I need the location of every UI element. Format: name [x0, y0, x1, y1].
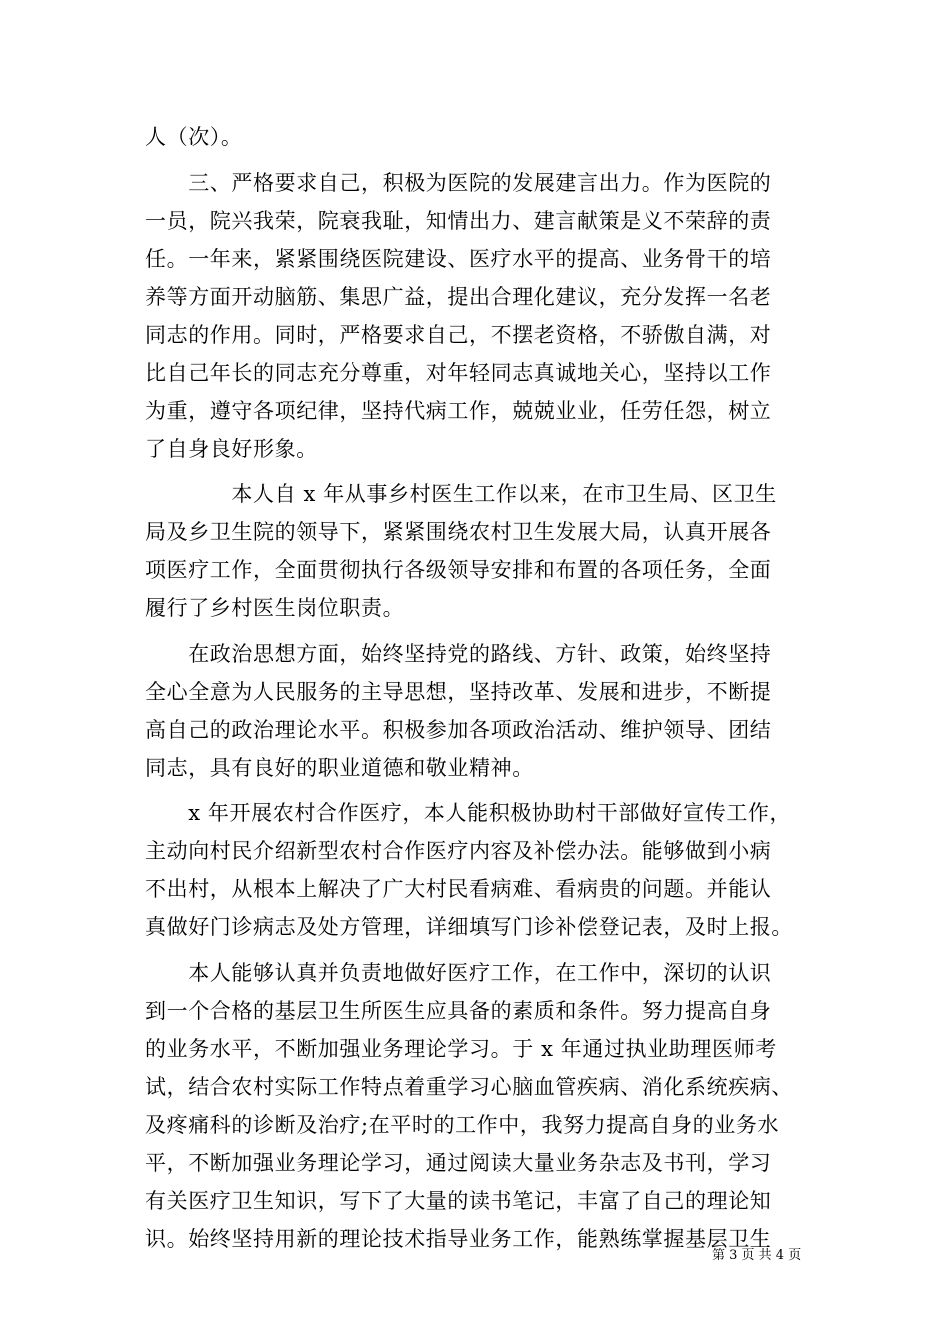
text-line: 有关医疗卫生知识，写下了大量的读书笔记，丰富了自己的理论知	[145, 1188, 772, 1213]
text-line: 同志，具有良好的职业道德和敬业精神。	[145, 755, 534, 780]
paragraph-3	[145, 475, 817, 627]
text-line: 在政治思想方面，始终坚持党的路线、方针、政策，始终坚持	[145, 641, 772, 666]
text-line: 不出村，从根本上解决了广大村民看病难、看病贵的问题。并能认	[145, 877, 772, 901]
text-line: 同志的作用。同时，严格要求自己，不摆老资格，不骄傲自满，对	[145, 322, 772, 347]
text-line: 比自己年长的同志充分尊重，对年轻同志真诚地关心，坚持以工作	[145, 360, 772, 385]
text-line: 为重，遵守各项纪律，坚持代病工作，兢兢业业，任劳任怨，树立	[145, 398, 772, 423]
text-line: 的业务水平，不断加强业务理论学习。于 x 年通过执业助理医师考	[145, 1036, 777, 1061]
paragraph-1	[145, 118, 817, 156]
text-line: 高自己的政治理论水平。积极参加各项政治活动、维护领导、团结	[145, 717, 772, 742]
text-line: 项医疗工作，全面贯彻执行各级领导安排和布置的各项任务，全面	[145, 558, 772, 582]
paragraph-5	[145, 794, 817, 946]
text-line: 任。一年来，紧紧围绕医院建设、医疗水平的提高、业务骨干的培	[145, 246, 772, 271]
text-line: 了自身良好形象。	[145, 436, 318, 461]
text-line: 一员，院兴我荣，院衰我耻，知情出力、建言献策是义不荣辞的责	[145, 208, 772, 233]
text-line: 养等方面开动脑筋、集思广益，提出合理化建议，充分发挥一名老	[145, 284, 772, 309]
paragraph-6	[145, 954, 817, 1258]
text-line: 主动向村民介绍新型农村合作医疗内容及补偿办法。能够做到小病	[145, 839, 772, 863]
text-line: 人（次）。	[145, 125, 243, 149]
text-line: 全心全意为人民服务的主导思想，坚持改革、发展和进步，不断提	[145, 679, 772, 704]
paragraph-4	[145, 635, 817, 787]
paragraph-2	[145, 164, 817, 468]
text-line: 本人自 x 年从事乡村医生工作以来，在市卫生局、区卫生	[145, 482, 777, 506]
text-line: 真做好门诊病志及处方管理，详细填写门诊补偿登记表，及时上报。	[145, 915, 793, 939]
document-body	[145, 118, 817, 1258]
text-line: 及疼痛科的诊断及治疗;在平时的工作中，我努力提高自身的业务水	[145, 1112, 780, 1137]
text-line: x 年开展农村合作医疗，本人能积极协助村干部做好宣传工作，	[145, 801, 792, 825]
text-line: 识。始终坚持用新的理论技术指导业务工作，能熟练掌握基层卫生	[145, 1226, 772, 1251]
text-line: 试，结合农村实际工作特点着重学习心脑血管疾病、消化系统疾病、	[145, 1074, 793, 1099]
page-number-footer: 第 3 页 共 4 页	[712, 1248, 802, 1263]
text-line: 局及乡卫生院的领导下，紧紧围绕农村卫生发展大局，认真开展各	[145, 520, 772, 544]
text-line: 本人能够认真并负责地做好医疗工作，在工作中，深切的认识	[145, 960, 772, 985]
text-line: 三、严格要求自己，积极为医院的发展建言出力。作为医院的	[145, 170, 772, 195]
text-line: 到一个合格的基层卫生所医生应具备的素质和条件。努力提高自身	[145, 998, 772, 1023]
text-line: 平，不断加强业务理论学习，通过阅读大量业务杂志及书刊，学习	[145, 1150, 772, 1175]
text-line: 履行了乡村医生岗位职责。	[145, 596, 405, 620]
